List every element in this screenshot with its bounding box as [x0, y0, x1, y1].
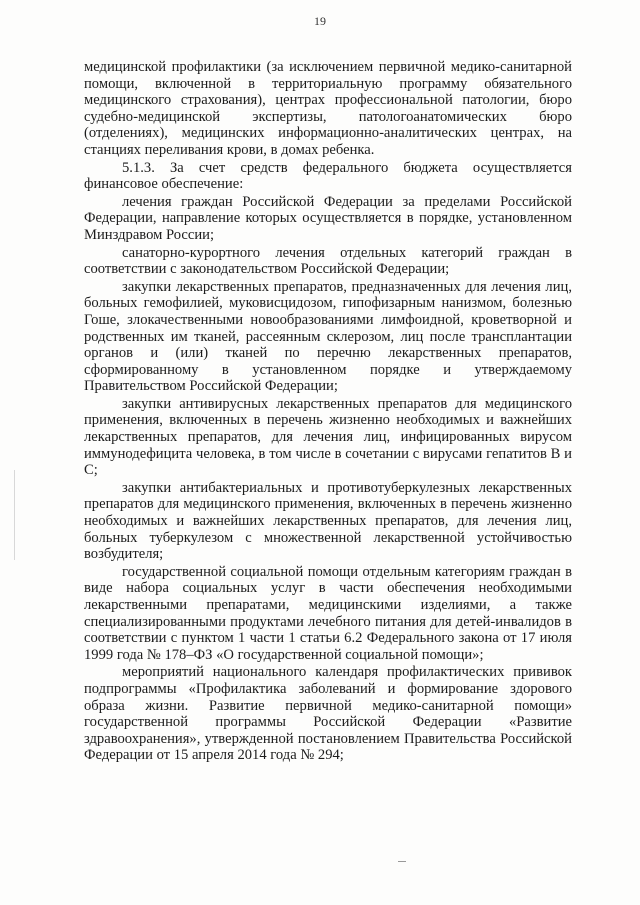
paragraph: 5.1.3. За счет средств федерального бюджета осуществляется финансовое обеспечение: [84, 159, 572, 193]
paragraph: закупки антибактериальных и противотуберкулезных лекарственных препаратов для медицинского применения, включенных в перечень жизненно необходимых и важнейших лекарственных препаратов, для лечения лиц, больных туберкулезом с множественной лекарственной устойчивостью возбудителя; [84, 479, 572, 563]
paragraph: государственной социальной помощи отдельным категориям граждан в виде набора социальных услуг в части обеспечения необходимыми лекарственными препаратами, медицинскими изделиями, а также специализированными продуктами лечебного питания для детей-инвалидов в соответствии с пунктом 1 части 1 статьи 6.2 Федерального закона от 17 июля 1999 года № 178–ФЗ «О государственной социальной помощи»; [84, 563, 572, 663]
paragraph: санаторно-курортного лечения отдельных категорий граждан в соответствии с законодательством Российской Федерации; [84, 244, 572, 278]
paragraph: закупки лекарственных препаратов, предназначенных для лечения лиц, больных гемофилией, муковисцидозом, гипофизарным нанизмом, болезнью Гоше, злокачественными новообразованиями лимфоидной, кроветворной и родственных им тканей, рассеянным склерозом, лиц после трансплантации органов и (или) тканей по перечню лекарственных препаратов, сформированному в установленном порядке и утверждаемому Правительством Российской Федерации; [84, 278, 572, 395]
paragraph: мероприятий национального календаря профилактических прививок подпрограммы «Профилактика заболеваний и формирование здорового образа жизни. Развитие первичной медико-санитарной помощи» государственной программы Российской Федерации «Развитие здравоохранения», утвержденной постановлением Правительства Российской Федерации от 15 апреля 2014 года № 294; [84, 664, 572, 764]
left-margin-mark [14, 470, 15, 560]
paragraph: закупки антивирусных лекарственных препаратов для медицинского применения, включенных в перечень жизненно необходимых и важнейших лекарственных препаратов, для лечения лиц, инфицированных вирусом иммунодефицита человека, в том числе в сочетании с вирусами гепатитов В и С; [84, 395, 572, 479]
document-body [84, 59, 572, 764]
page-number: 19 [314, 14, 326, 28]
paragraph: медицинской профилактики (за исключением первичной медико-санитарной помощи, включенной в территориальную программу обязательного медицинского страхования), центрах профессиональной патологии, бюро судебно-медицинской экспертизы, патологоанатомических бюро (отделениях), медицинских информационно-аналитических центрах, на станциях переливания крови, в домах ребенка. [84, 59, 572, 158]
paragraph: лечения граждан Российской Федерации за пределами Российской Федерации, направление которых осуществляется в порядке, установленном Минздравом России; [84, 193, 572, 243]
bottom-dash-mark [398, 861, 406, 862]
